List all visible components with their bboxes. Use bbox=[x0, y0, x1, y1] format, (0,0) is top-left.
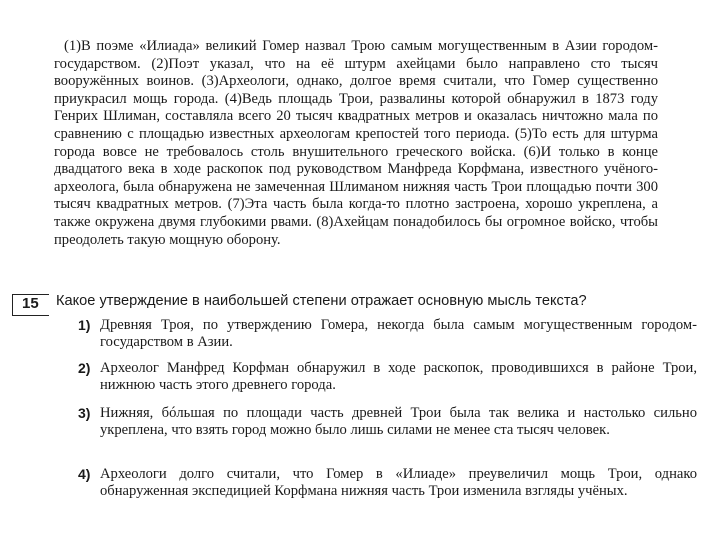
answer-option-number: 2) bbox=[78, 360, 91, 376]
answer-option-text: Археологи долго считали, что Гомер в «Илиаде» преувеличил мощь Трои, однако обнаруженная экспедицией Корфмана нижняя часть Трои изменила взгляды учёных. bbox=[100, 466, 697, 499]
answer-option-number: 1) bbox=[78, 317, 91, 333]
answer-option-number: 4) bbox=[78, 466, 91, 482]
reading-passage: (1)В поэме «Илиада» великий Гомер назвал Трою самым могущественным в Азии городом-государством. (2)Поэт указал, что на её штурм ахейцами было направлено сто тысяч вооружённых воинов. (3)Археологи, однако, долгое время считали, что Гомер существенно приукрасил мощь города. (4)Ведь площадь Трои, развалины которой обнаружил в 1873 году Генрих Шлиман, составляла всего 20 тысяч квадратных метров и оказалась ничтожно мала по сравнению с площадью известных археологам крепостей того периода. (5)То есть для штурма города вовсе не требовалось столь внушительного греческого войска. (6)И только в конце двадцатого века в ходе раскопок под руководством Манфреда Корфмана, известного учёного-археолога, была обнаружена не замеченная Шлиманом нижняя часть Трои площадью почти 300 тысяч квадратных метров. (7)Эта часть была когда-то плотно застроена, хорошо укреплена, а также окружена двумя глубокими рвами. (8)Ахейцам понадобилось бы огромное войско, чтобы преодолеть такую мощную оборону. bbox=[54, 38, 658, 248]
answer-option-text: Нижняя, бóльшая по площади часть древней Трои была так велика и настолько сильно укреплена, что взять город можно было лишь силами не менее ста тысяч человек. bbox=[100, 405, 697, 438]
task-15 bbox=[0, 290, 720, 530]
answer-option-text: Археолог Манфред Корфман обнаружил в ходе раскопок, проводившихся в районе Трои, нижнюю часть этого древнего города. bbox=[100, 360, 697, 393]
answer-option-number: 3) bbox=[78, 405, 91, 421]
answer-option-text: Древняя Троя, по утверждению Гомера, некогда была самым могущественным городом-государством в Азии. bbox=[100, 317, 697, 350]
task-number: 15 bbox=[22, 295, 39, 312]
task-question: Какое утверждение в наибольшей степени отражает основную мысль текста? bbox=[56, 293, 587, 309]
